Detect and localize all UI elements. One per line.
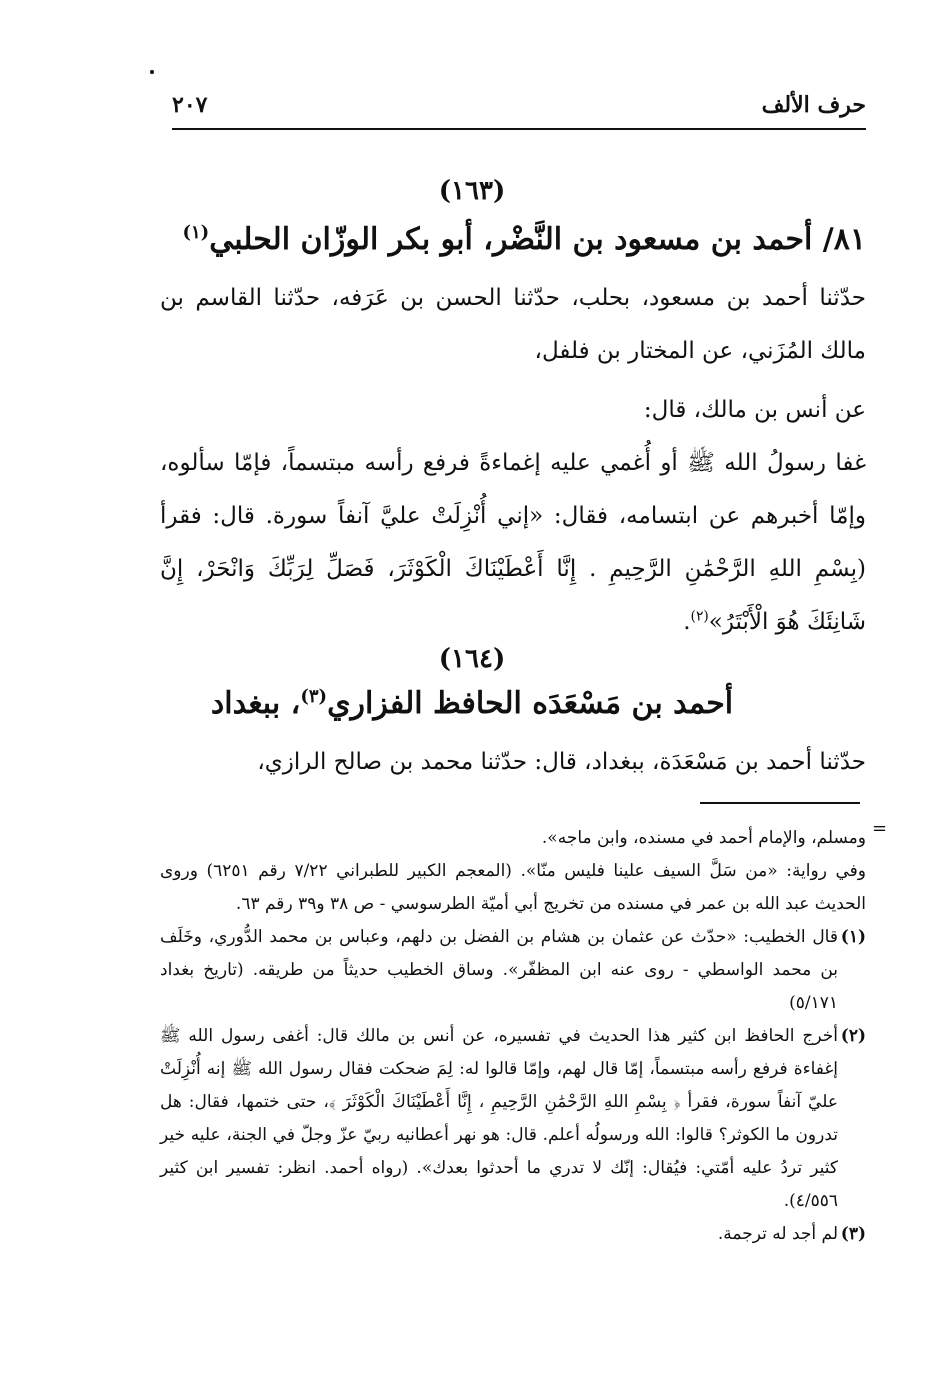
footnote-3-number: (٣) [840,1224,866,1244]
entry-163-heading [160,220,866,260]
entry-164-isnad: حدّثنا أحمد بن مَسْعَدَة، ببغداد، قال: حدّثنا محمد بن صالح الرازي، [257,749,866,775]
entry-163-narrator: عن أنس بن مالك، قال: [643,397,866,423]
page-number: ٢٠٧ [172,92,208,118]
entry-163-body [160,272,866,649]
footnote-1 [160,921,866,1020]
entry-164-heading-text: أحمد بن مَسْعَدَه الحافظ الفزاري [327,686,734,721]
footnote-continued-1: ومسلم، والإمام أحمد في مسنده، وابن ماجه». [541,828,866,848]
header-rule [172,128,866,130]
entry-163-number: (١٦٣) [438,176,506,206]
footnote-rule [700,802,860,804]
chapter-title: حرف الألف [761,92,866,118]
footnote-2 [160,1020,866,1218]
entry-164-number: (١٦٤) [438,644,506,674]
footnote-2-number: (٢) [840,1026,866,1046]
footnote-ref-1: (١) [182,222,210,243]
footnote-1-number: (١) [840,927,866,947]
entry-164-heading-end: ، ببغداد [210,686,301,721]
running-header [172,92,866,128]
entry-164-body [160,736,866,789]
entry-164-heading [120,684,824,724]
footnote-continued-2: وفي رواية: «من سَلَّ السيف علينا فليس منّا». (المعجم الكبير للطبراني ٧/٢٢ رقم ٦٢٥١) وروى الحديث عبد الله بن عمر في مسنده من تخريج أبي أميّة الطرسوسي - ص ٣٨ و٣٩ رقم ٦٣. [160,861,866,914]
entry-163-matn-text: غفا رسولُ الله ﷺ أو أُغمي عليه إغماءةً فرفع رأسه مبتسماً، فإمّا سألوه، وإمّا أخبرهم عن ابتسامه، فقال: «إني أُنْزِلَتْ عليَّ آنفاً سورة. قال: فقرأ (بِسْمِ اللهِ الرَّحْمَٰنِ الرَّحِيمِ . إِنَّا أَعْطَيْنَاكَ الْكَوْثَرَ، فَصَلِّ لِرَبِّكَ وَانْحَرْ، إِنَّ شَانِئَكَ هُوَ الْأَبْتَرُ» [160,450,866,635]
entry-163-isnad: حدّثنا أحمد بن مسعود، بحلب، حدّثنا الحسن بن عَرَفه، حدّثنا القاسم بن مالك المُزَني، عن المختار بن فلفل، [160,285,866,364]
footnote-1-text: قال الخطيب: «حدّث عن عثمان بن هشام بن الفضل بن دلهم، وعباس بن محمد الدُّوري، وخَلَف بن محمد الواسطي - روى عنه ابن المظفّر». وساق الخطيب حديثاً من طريقه. (تاريخ بغداد ٥/١٧١) [160,927,838,1013]
footnote-ref-2: (٢) [690,608,709,625]
entry-163-heading-text: ٨١/ أحمد بن مسعود بن النَّضْر، أبو بكر الوزّان الحلبي [209,222,866,257]
footnote-3 [160,1218,866,1251]
entry-163-matn-end: . [683,609,691,635]
entry-163-matn [160,437,866,649]
footnote-3-text: لم أجد له ترجمة. [717,1224,838,1244]
footnotes [160,822,866,1251]
footnote-2-text: أخرج الحافظ ابن كثير هذا الحديث في تفسيره، عن أنس بن مالك قال: أغفى رسول الله ﷺ إغفاءة فرفع رأسه مبتسماً، إمّا قال لهم، وإمّا قالوا له: لِمَ ضحكت فقال رسول الله ﷺ إنه أُنْزِلَتْ عليّ آنفاً سورة، فقرأ ﴿ بِسْمِ اللهِ الرَّحْمَٰنِ الرَّحِيمِ ، إِنَّا أَعْطَيْنَاكَ الْكَوْثَرَ ﴾، حتى ختمها، فقال: هل تدرون ما الكوثر؟ قالوا: الله ورسولُه أعلم. قال: هو نهر أعطانيه ربيّ عزّ وجلّ في الجنة، عليه خير كثير تردُ عليه أمّتي: فيُقال: إنّك لا تدري ما أحدثوا بعدك». (رواه أحمد. انظر: تفسير ابن كثير ٤/٥٥٦). [160,1026,838,1211]
footnote-continuation-mark: = [872,818,888,839]
footnote-ref-3: (٣) [300,686,328,707]
speck-dot [150,70,154,74]
